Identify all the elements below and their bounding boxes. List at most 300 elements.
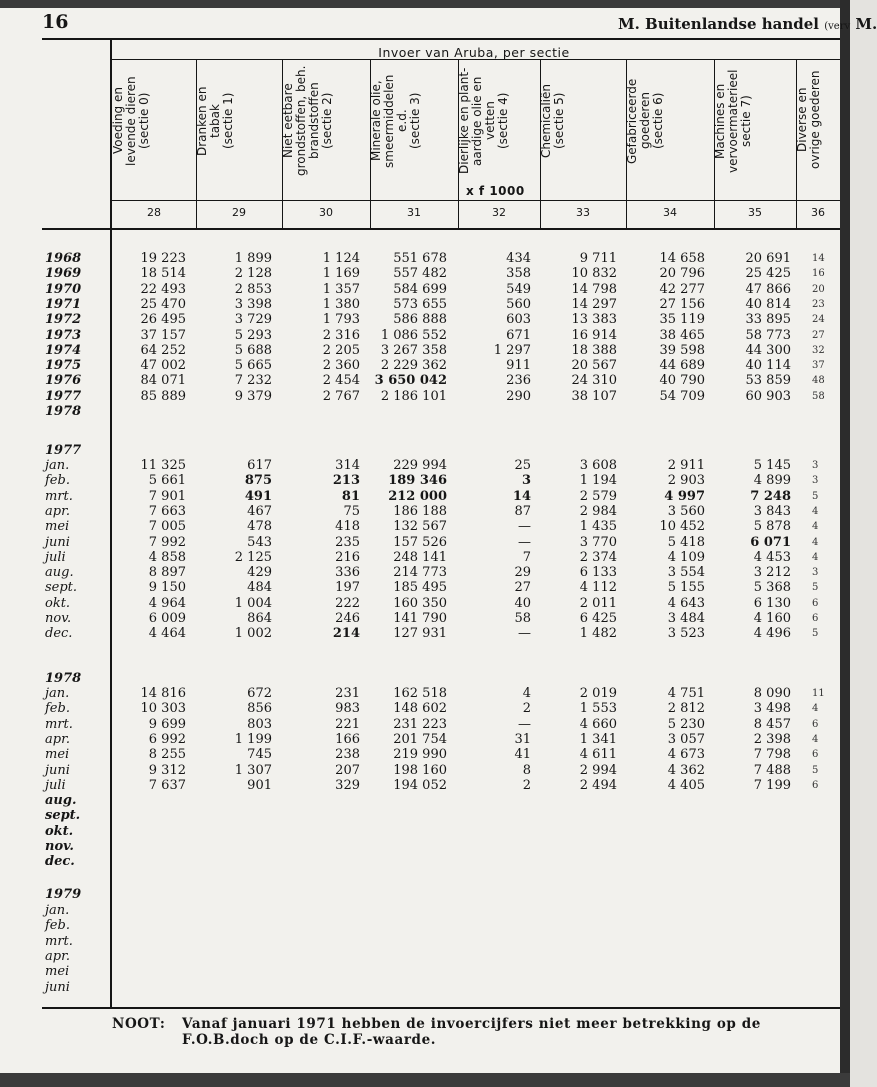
clipped-cell: 23: [812, 299, 825, 310]
table-cell: 549: [506, 282, 531, 297]
clipped-cell: 6: [812, 613, 819, 624]
clipped-cell: 4: [812, 506, 819, 517]
row-label: feb.: [45, 918, 70, 933]
table-cell: 1 553: [579, 701, 617, 716]
table-cell: 5 661: [148, 473, 186, 488]
clipped-cell: 20: [812, 284, 825, 295]
table-cell: 6 992: [148, 732, 186, 747]
table-cell: 1 004: [234, 596, 272, 611]
table-cell: 1 435: [579, 519, 617, 534]
row-label: jan.: [45, 458, 70, 473]
clipped-cell: 27: [812, 330, 825, 341]
table-cell: 329: [335, 778, 360, 793]
row-label: 1976: [45, 373, 82, 388]
page-number: 16: [42, 11, 69, 33]
column-number: 36: [811, 206, 825, 219]
table-cell: 1 341: [579, 732, 617, 747]
table-cell: 214 773: [393, 565, 447, 580]
table-cell: 246: [335, 611, 360, 626]
table-cell: 235: [335, 535, 360, 550]
table-cell: 20 691: [745, 251, 791, 266]
table-cell: 560: [506, 297, 531, 312]
table-cell: 3 770: [579, 535, 617, 550]
table-cell: 58 773: [745, 328, 791, 343]
table-cell: 44 689: [659, 358, 705, 373]
table-cell: 7 798: [753, 747, 791, 762]
row-label: apr.: [45, 732, 70, 747]
clipped-cell: 48: [812, 375, 825, 386]
table-cell: 16 914: [571, 328, 617, 343]
row-label: 1978: [45, 404, 82, 419]
table-cell: 6 425: [579, 611, 617, 626]
clipped-cell: 3: [812, 460, 819, 471]
table-cell: 162 518: [393, 686, 447, 701]
table-cell: 290: [506, 389, 531, 404]
table-cell: 6 133: [579, 565, 617, 580]
table-cell: 9 312: [148, 763, 186, 778]
table-cell: 2 128: [234, 266, 272, 281]
table-cell: 39 598: [659, 343, 705, 358]
table-cell: 229 994: [393, 458, 447, 473]
table-cell: 38 465: [659, 328, 705, 343]
table-cell: 2 125: [234, 550, 272, 565]
table-cell: 64 252: [140, 343, 186, 358]
table-cell: 221: [335, 717, 360, 732]
table-cell: 551 678: [393, 251, 447, 266]
table-cell: 3 843: [753, 504, 791, 519]
table-cell: 418: [335, 519, 360, 534]
table-cell: 5 230: [667, 717, 705, 732]
row-label: juni: [45, 535, 70, 550]
clipped-cell: 32: [812, 345, 825, 356]
table-cell: 9 150: [148, 580, 186, 595]
footnote-line-2: F.O.B.doch op de C.I.F.-waarde.: [182, 1032, 437, 1048]
clipped-cell: 3: [812, 475, 819, 486]
table-cell: 1 380: [322, 297, 360, 312]
column-header: Minerale olie, smeermiddelen e.d. (sectie 3): [369, 74, 422, 168]
column-header: Chemicaliën (sectie 5): [539, 84, 566, 158]
table-cell: 141 790: [393, 611, 447, 626]
footnote-line-1: Vanaf januari 1971 hebben de invoercijfers niet meer betrekking op de: [182, 1016, 761, 1032]
table-cell: 4 611: [579, 747, 617, 762]
table-cell: 1 002: [234, 626, 272, 641]
table-cell: 231 223: [393, 717, 447, 732]
table-cell: 27 156: [659, 297, 705, 312]
table-cell: 3 554: [667, 565, 705, 580]
top-rule: [42, 38, 840, 40]
table-cell: 573 655: [393, 297, 447, 312]
table-cell: 20 567: [571, 358, 617, 373]
table-cell: 29: [514, 565, 531, 580]
table-cell: 467: [247, 504, 272, 519]
table-cell: 2 374: [579, 550, 617, 565]
table-cell: 14 658: [659, 251, 705, 266]
table-cell: 901: [247, 778, 272, 793]
table-cell: 5 878: [753, 519, 791, 534]
table-cell: 8 255: [148, 747, 186, 762]
table-cell: 1 297: [493, 343, 531, 358]
table-cell: 37 157: [140, 328, 186, 343]
table-cell: 22 493: [140, 282, 186, 297]
table-cell: 197: [335, 580, 360, 595]
table-cell: 33 895: [745, 312, 791, 327]
table-cell: 7 901: [148, 489, 186, 504]
table-cell: 2 767: [322, 389, 360, 404]
table-cell: 1 307: [234, 763, 272, 778]
table-cell: 3 523: [667, 626, 705, 641]
table-cell: 58: [514, 611, 531, 626]
row-label: 1975: [45, 358, 82, 373]
table-cell: 3 267 358: [380, 343, 447, 358]
table-cell: 2 019: [579, 686, 617, 701]
clipped-cell: 4: [812, 703, 819, 714]
clipped-cell: 5: [812, 628, 819, 639]
table-cell: 4 673: [667, 747, 705, 762]
row-label: 1974: [45, 343, 82, 358]
clipped-cell: 5: [812, 491, 819, 502]
running-head-text: M. Buitenlandse handel: [618, 15, 819, 33]
table-cell: 75: [343, 504, 360, 519]
row-label: apr.: [45, 504, 70, 519]
table-cell: 875: [244, 473, 272, 488]
table-cell: 983: [335, 701, 360, 716]
running-head-clip: M.: [855, 15, 877, 33]
table-cell: 2 579: [579, 489, 617, 504]
table-cell: 1 086 552: [380, 328, 447, 343]
table-cell: 38 107: [571, 389, 617, 404]
unit-label: x f 1000: [466, 184, 525, 198]
table-cell: 2 994: [579, 763, 617, 778]
table-cell: 584 699: [393, 282, 447, 297]
table-cell: 14 816: [140, 686, 186, 701]
table-cell: 18 514: [140, 266, 186, 281]
table-cell: 27: [514, 580, 531, 595]
table-cell: 478: [247, 519, 272, 534]
row-label: 1972: [45, 312, 82, 327]
table-cell: 8 897: [148, 565, 186, 580]
row-label: nov.: [45, 611, 72, 626]
column-number: 32: [492, 206, 506, 219]
clipped-cell: 16: [812, 268, 825, 279]
row-label: feb.: [45, 701, 70, 716]
table-cell: 236: [506, 373, 531, 388]
table-cell: 586 888: [393, 312, 447, 327]
table-cell: 2 984: [579, 504, 617, 519]
column-header: Gefabriceerde goederen (sectie 6): [625, 78, 665, 164]
column-header: Niet eetbare grondstoffen, beh. brandstoffen (sectie 2): [281, 65, 334, 177]
row-label: mrt.: [45, 489, 73, 504]
table-cell: 358: [506, 266, 531, 281]
table-cell: 491: [244, 489, 272, 504]
row-label: okt.: [45, 596, 71, 611]
table-cell: 81: [341, 489, 360, 504]
table-cell: 214: [332, 626, 360, 641]
table-cell: 7 663: [148, 504, 186, 519]
bottom-rule: [42, 1007, 840, 1009]
table-cell: 2 454: [322, 373, 360, 388]
table-cell: 9 711: [579, 251, 617, 266]
table-cell: 7 637: [148, 778, 186, 793]
table-cell: 2 853: [234, 282, 272, 297]
table-cell: 7 199: [753, 778, 791, 793]
table-cell: 3 398: [234, 297, 272, 312]
table-cell: 1 199: [234, 732, 272, 747]
table-cell: 185 495: [393, 580, 447, 595]
clipped-cell: 37: [812, 360, 825, 371]
table-cell: 4 405: [667, 778, 705, 793]
table-cell: 40 114: [745, 358, 791, 373]
table-cell: 2 011: [579, 596, 617, 611]
table-cell: 132 567: [393, 519, 447, 534]
row-label: mei: [45, 964, 70, 979]
column-number: 34: [663, 206, 677, 219]
table-cell: 1 357: [322, 282, 360, 297]
table-cell: 189 346: [388, 473, 447, 488]
column-number: 30: [319, 206, 333, 219]
table-cell: 429: [247, 565, 272, 580]
table-cell: 5 368: [753, 580, 791, 595]
table-cell: 2: [522, 701, 531, 716]
row-label: 1968: [45, 251, 82, 266]
row-label: 1970: [45, 282, 82, 297]
table-cell: 127 931: [393, 626, 447, 641]
table-cell: 864: [247, 611, 272, 626]
clipped-cell: 4: [812, 521, 819, 532]
row-label: 1969: [45, 266, 82, 281]
table-cell: 31: [514, 732, 531, 747]
row-label: mei: [45, 519, 70, 534]
table-cell: 2 398: [753, 732, 791, 747]
row-label: 1973: [45, 328, 82, 343]
table-cell: 18 388: [571, 343, 617, 358]
header-rule: [112, 200, 840, 201]
table-cell: 617: [247, 458, 272, 473]
table-cell: 2 903: [667, 473, 705, 488]
table-cell: 6 130: [753, 596, 791, 611]
footnote: [112, 1016, 761, 1048]
table-cell: 6 009: [148, 611, 186, 626]
colnum-rule: [42, 228, 840, 230]
table-cell: 148 602: [393, 701, 447, 716]
row-label: aug.: [45, 565, 74, 580]
clipped-cell: 24: [812, 314, 825, 325]
table-cell: 60 903: [745, 389, 791, 404]
row-label: mrt.: [45, 717, 73, 732]
clipped-cell: 6: [812, 749, 819, 760]
table-cell: 5 665: [234, 358, 272, 373]
table-cell: 4 751: [667, 686, 705, 701]
table-cell: 4 858: [148, 550, 186, 565]
block-year-label: 1979: [45, 887, 82, 902]
row-label: juli: [45, 550, 66, 565]
table-cell: 7 992: [148, 535, 186, 550]
column-header: Diverse en ovrige goederen: [795, 70, 822, 170]
table-cell: 198 160: [393, 763, 447, 778]
clipped-cell: 4: [812, 537, 819, 548]
table-cell: 4 362: [667, 763, 705, 778]
footnote-prefix: NOOT:: [112, 1016, 166, 1032]
row-label: dec.: [45, 854, 75, 869]
column-header: Machines en vervoermaterieel sectie 7): [713, 69, 753, 173]
table-cell: 222: [335, 596, 360, 611]
row-label: jan.: [45, 686, 70, 701]
row-label: 1977: [45, 389, 82, 404]
row-label: 1971: [45, 297, 82, 312]
table-cell: 2 205: [322, 343, 360, 358]
table-cell: —: [518, 717, 531, 732]
table-cell: 7 248: [750, 489, 791, 504]
column-number: 35: [748, 206, 762, 219]
row-label: juli: [45, 778, 66, 793]
table-cell: 4 109: [667, 550, 705, 565]
table-cell: 207: [335, 763, 360, 778]
table-cell: 10 303: [140, 701, 186, 716]
table-title: Invoer van Aruba, per sectie: [378, 45, 570, 60]
table-cell: —: [518, 535, 531, 550]
table-cell: 557 482: [393, 266, 447, 281]
table-cell: 201 754: [393, 732, 447, 747]
table-cell: 14 798: [571, 282, 617, 297]
table-cell: 47 002: [140, 358, 186, 373]
row-label: mrt.: [45, 934, 73, 949]
table-cell: 212 000: [388, 489, 447, 504]
table-cell: 3 057: [667, 732, 705, 747]
table-cell: 671: [506, 328, 531, 343]
table-cell: 219 990: [393, 747, 447, 762]
table-cell: 157 526: [393, 535, 447, 550]
table-cell: 2: [522, 778, 531, 793]
table-cell: 6 071: [750, 535, 791, 550]
clipped-cell: 6: [812, 719, 819, 730]
table-cell: 166: [335, 732, 360, 747]
table-cell: —: [518, 626, 531, 641]
table-cell: 4: [522, 686, 531, 701]
table-cell: 9 379: [234, 389, 272, 404]
table-cell: 5 418: [667, 535, 705, 550]
table-cell: 3 560: [667, 504, 705, 519]
clipped-cell: 4: [812, 552, 819, 563]
clipped-cell: 6: [812, 780, 819, 791]
table-cell: 7 232: [234, 373, 272, 388]
table-cell: 87: [514, 504, 531, 519]
table-cell: 1 124: [322, 251, 360, 266]
table-cell: 160 350: [393, 596, 447, 611]
clipped-cell: 3: [812, 567, 819, 578]
table-cell: 4 660: [579, 717, 617, 732]
running-head: [618, 15, 877, 33]
table-cell: 7: [522, 550, 531, 565]
table-cell: 2 229 362: [380, 358, 447, 373]
row-label: okt.: [45, 824, 74, 839]
block-year-label: 1978: [45, 671, 82, 686]
table-cell: 42 277: [659, 282, 705, 297]
table-cell: 4 997: [664, 489, 705, 504]
table-cell: 7 488: [753, 763, 791, 778]
table-cell: 8 457: [753, 717, 791, 732]
table-cell: 2 494: [579, 778, 617, 793]
table-cell: 5 145: [753, 458, 791, 473]
table-cell: 4 464: [148, 626, 186, 641]
table-cell: 1 194: [579, 473, 617, 488]
table-cell: 14 297: [571, 297, 617, 312]
table-cell: 11 325: [140, 458, 186, 473]
table-cell: 434: [506, 251, 531, 266]
table-cell: 1 482: [579, 626, 617, 641]
table-cell: 3 498: [753, 701, 791, 716]
table-cell: 13 383: [571, 312, 617, 327]
table-cell: 803: [247, 717, 272, 732]
table-cell: 213: [332, 473, 360, 488]
table-cell: 5 155: [667, 580, 705, 595]
scan-bottom-edge: [0, 1073, 850, 1087]
table-cell: 41: [514, 747, 531, 762]
table-cell: 3 650 042: [374, 373, 447, 388]
table-cell: 216: [335, 550, 360, 565]
table-cell: 745: [247, 747, 272, 762]
table-cell: 603: [506, 312, 531, 327]
table-cell: 3 608: [579, 458, 617, 473]
table-cell: 5 688: [234, 343, 272, 358]
table-cell: 248 141: [393, 550, 447, 565]
table-cell: 543: [247, 535, 272, 550]
table-cell: 2 911: [667, 458, 705, 473]
table-cell: 3 484: [667, 611, 705, 626]
table-cell: 10 832: [571, 266, 617, 281]
table-cell: 484: [247, 580, 272, 595]
table-cell: 5 293: [234, 328, 272, 343]
table-cell: 8: [522, 763, 531, 778]
table-cell: 44 300: [745, 343, 791, 358]
clipped-cell: 6: [812, 598, 819, 609]
column-number: 28: [147, 206, 161, 219]
table-cell: 4 160: [753, 611, 791, 626]
table-cell: 1 899: [234, 251, 272, 266]
table-cell: —: [518, 519, 531, 534]
table-cell: 53 859: [745, 373, 791, 388]
table-cell: 4 899: [753, 473, 791, 488]
column-number: 33: [576, 206, 590, 219]
table-cell: 25 425: [745, 266, 791, 281]
table-cell: 1 793: [322, 312, 360, 327]
clipped-cell: 14: [812, 253, 825, 264]
table-cell: 2 812: [667, 701, 705, 716]
table-cell: 336: [335, 565, 360, 580]
table-cell: 9 699: [148, 717, 186, 732]
table-cell: 85 889: [140, 389, 186, 404]
row-label: jan.: [45, 903, 70, 918]
table-cell: 2 316: [322, 328, 360, 343]
table-cell: 25: [514, 458, 531, 473]
clipped-cell: 5: [812, 765, 819, 776]
clipped-cell: 4: [812, 734, 819, 745]
table-cell: 40 814: [745, 297, 791, 312]
table-cell: 35 119: [659, 312, 705, 327]
table-cell: 26 495: [140, 312, 186, 327]
row-label: mei: [45, 747, 70, 762]
row-label: juni: [45, 980, 70, 995]
table-cell: 19 223: [140, 251, 186, 266]
clipped-cell: 5: [812, 582, 819, 593]
table-cell: 4 453: [753, 550, 791, 565]
table-cell: 672: [247, 686, 272, 701]
table-cell: 14: [512, 489, 531, 504]
table-cell: 314: [335, 458, 360, 473]
table-cell: 54 709: [659, 389, 705, 404]
table-cell: 2 186 101: [380, 389, 447, 404]
block-year-label: 1977: [45, 443, 82, 458]
table-cell: 84 071: [140, 373, 186, 388]
row-label: nov.: [45, 839, 74, 854]
